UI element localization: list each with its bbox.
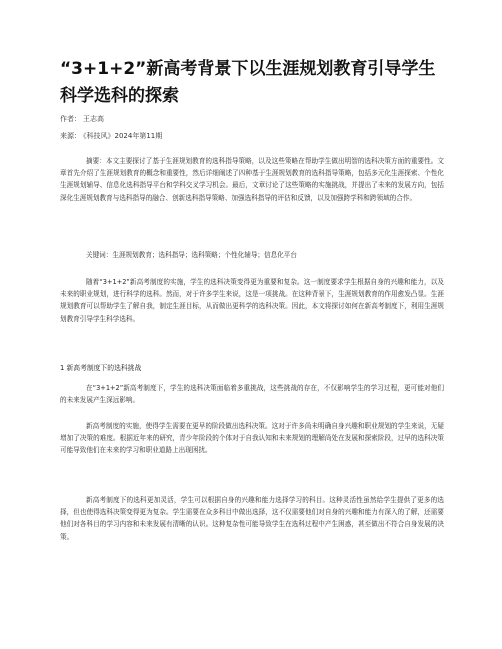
author-line: [60, 114, 104, 124]
article-title: “3+1+2”新高考背景下以生涯规划教育引导学生科学选科的探索: [60, 59, 436, 106]
author-label: 作者：: [60, 115, 81, 123]
source-name: 《科技风》2024年第11期: [83, 132, 163, 140]
keywords-text: 生涯规划教育；选科指导；选科策略；个性化辅导；信息化平台: [112, 251, 297, 259]
keywords-label: 关键词：: [86, 251, 113, 259]
body-paragraph: 在“3+1+2”新高考制度下，学生的选科决策面临着多重挑战，这些挑战的存在，不仅影响学生的学习过程，更可能对他们的未来发展产生深远影响。: [60, 384, 444, 405]
body-paragraph: 新高考制度的实施，使得学生需要在更早的阶段做出选科决策。这对于许多尚未明确自身兴趣和职业规划的学生来说，无疑增加了决策的难度。根据近年来的研究，青少年阶段的个体对于自我认知和未来规划的理解尚处在发展和探索阶段，过早的选科决策可能导致他们在未来的学习和职业道路上出现困扰。: [60, 422, 444, 455]
section-heading: 1 新高考制度下的选科挑战: [60, 364, 142, 372]
intro-paragraph: 随着“3+1+2”新高考制度的实施，学生的选科决策变得更为重要和复杂。这一制度要求学生根据自身的兴趣和能力，以及未来的职业规划，进行科学的选科。然而，对于许多学生来说，这是一项挑战。在这种背景下，生涯规划教育的作用愈发凸显。生涯规划教育可以帮助学生了解自我，制定生涯目标，从而做出更科学的选科决策。因此，本文将探讨如何在新高考制度下，利用生涯规划教育引导学生科学选科。: [60, 278, 444, 323]
abstract-paragraph: [60, 155, 444, 204]
author-name: 王志高: [83, 115, 104, 123]
source-label: 来源：: [60, 132, 81, 140]
body-paragraph: 新高考制度下的选科更加灵活，学生可以根据自身的兴趣和能力选择学习的科目。这种灵活性虽然给学生提供了更多的选择，但也使得选科决策变得更为复杂。学生需要在众多科目中做出选择，这不仅需要他们对自身的兴趣和能力有深入的了解，还需要他们对各科目的学习内容和未来发展有清晰的认识。这种复杂性可能导致学生在选科过程中产生困惑，甚至做出不符合自身发展的决策。: [60, 496, 444, 541]
abstract-text: 本文主要探讨了基于生涯规划教育的选科指导策略，以及这些策略在帮助学生做出明智的选科决策方面的重要性。文章首先介绍了生涯规划教育的概念和重要性，然后详细阐述了四种基于生涯规划教育的选科指导策略，包括多元化生涯探索、个性化生涯规划辅导、信息化选科指导平台和学科交叉学习机会。最后，文章讨论了这些策略的实施挑战，并提出了未来的发展方向，包括深化生涯规划教育与选科指导的融合、创新选科指导策略、加强选科指导的评估和反馈，以及加强跨学科和跨领域的合作。: [60, 157, 445, 202]
keywords-paragraph: [60, 249, 444, 261]
abstract-label: 摘要：: [86, 157, 106, 165]
source-line: [60, 131, 162, 141]
